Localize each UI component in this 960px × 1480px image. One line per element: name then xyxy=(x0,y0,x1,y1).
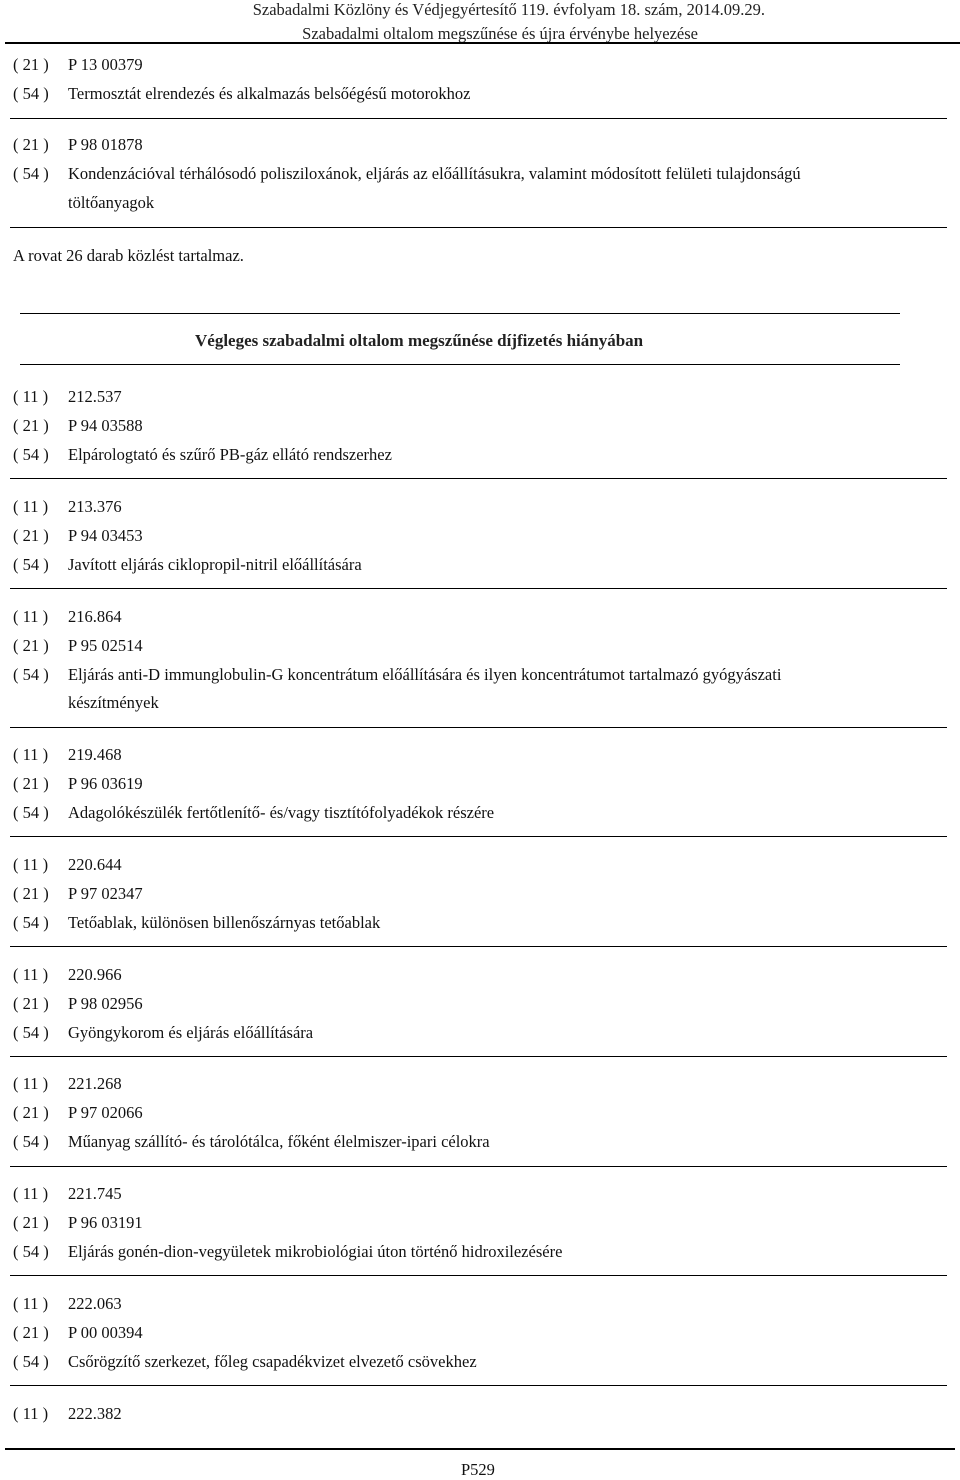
section-rule-bottom xyxy=(20,364,900,365)
entry-title-line: ( 54 ) Adagolókészülék fertőtlenítő- és/vagy tisztítófolyadékok részére xyxy=(13,803,495,822)
entry-title: Kondenzációval térhálósodó polisziloxánok, eljárás az előállításukra, valamint módosított felületi tulajdonságú xyxy=(68,164,801,183)
entry-app-line: ( 21 ) P 98 01878 xyxy=(13,135,143,154)
entry-number-line: ( 11 ) 213.376 xyxy=(13,497,122,516)
patent-number: 221.745 xyxy=(68,1184,122,1203)
application-number: P 00 00394 xyxy=(68,1323,143,1342)
entry-title-continuation: töltőanyagok xyxy=(68,193,155,212)
entry-app-line: ( 21 ) P 00 00394 xyxy=(13,1323,143,1342)
patent-number: 222.382 xyxy=(68,1404,122,1423)
entry-separator xyxy=(10,478,947,479)
entry-app-line: ( 21 ) P 96 03191 xyxy=(13,1213,143,1232)
entry-title-line: ( 54 ) Elpárologtató és szűrő PB-gáz ellátó rendszerhez xyxy=(13,445,392,464)
application-number: P 98 01878 xyxy=(68,135,143,154)
entry-app-line: ( 21 ) P 98 02956 xyxy=(13,994,143,1013)
entry-number-line: ( 11 ) 222.382 xyxy=(13,1404,122,1423)
entry-title-line: ( 54 ) Eljárás gonén-dion-vegyületek mikrobiológiai úton történő hidroxilezésére xyxy=(13,1242,563,1261)
entry-separator xyxy=(10,588,947,589)
application-number: P 98 02956 xyxy=(68,994,143,1013)
patent-number: 213.376 xyxy=(68,497,122,516)
application-number: P 94 03453 xyxy=(68,526,143,545)
entry-title-line: ( 54 ) Termosztát elrendezés és alkalmazás belsőégésű motorokhoz xyxy=(13,84,471,103)
entry-separator xyxy=(10,1385,947,1386)
entry-app-line: ( 21 ) P 95 02514 xyxy=(13,636,143,655)
section-title: Végleges szabadalmi oltalom megszűnése díjfizetés hiányában xyxy=(195,331,644,350)
entry-number-line: ( 11 ) 212.537 xyxy=(13,387,122,406)
section-header: Szabadalmi oltalom megszűnése és újra érvénybe helyezése xyxy=(302,24,698,43)
entry-title: Termosztát elrendezés és alkalmazás belsőégésű motorokhoz xyxy=(68,84,471,103)
entry-separator xyxy=(10,946,947,947)
entry-separator xyxy=(10,836,947,837)
entry-separator xyxy=(10,727,947,728)
patent-number: 221.268 xyxy=(68,1074,122,1093)
entry-title: Gyöngykorom és eljárás előállítására xyxy=(68,1023,314,1042)
entry-app-line: ( 21 ) P 96 03619 xyxy=(13,774,143,793)
entry-title: Javított eljárás ciklopropil-nitril előállítására xyxy=(68,555,362,574)
application-number: P 94 03588 xyxy=(68,416,143,435)
entry-title-line: ( 54 ) Eljárás anti-D immunglobulin-G koncentrátum előállítására és ilyen koncentrátumot tartalmazó gyógyászati xyxy=(13,665,782,684)
entry-title: Eljárás anti-D immunglobulin-G koncentrátum előállítására és ilyen koncentrátumot tartalmazó gyógyászati xyxy=(68,665,782,684)
entry-title-line: ( 54 ) Csőrögzítő szerkezet, főleg csapadékvizet elvezető csövekhez xyxy=(13,1352,477,1371)
page-number: P529 xyxy=(461,1460,495,1479)
entry-title: Tetőablak, különösen billenőszárnyas tetőablak xyxy=(68,913,381,932)
footer-rule xyxy=(5,1448,955,1450)
entry-title-continuation: készítmények xyxy=(68,693,159,712)
journal-header: Szabadalmi Közlöny és Védjegyértesítő 119. évfolyam 18. szám, 2014.09.29. xyxy=(252,0,765,19)
application-number: P 95 02514 xyxy=(68,636,143,655)
patent-number: 220.644 xyxy=(68,855,122,874)
entry-title-line: ( 54 ) Műanyag szállító- és tárolótálca, főként élelmiszer-ipari célokra xyxy=(13,1132,490,1151)
patent-number: 212.537 xyxy=(68,387,122,406)
entry-separator xyxy=(10,118,947,119)
entry-title-line: ( 54 ) Javított eljárás ciklopropil-nitril előállítására xyxy=(13,555,362,574)
section-summary: A rovat 26 darab közlést tartalmaz. xyxy=(13,246,244,265)
entry-separator xyxy=(10,227,947,228)
entry-title: Elpárologtató és szűrő PB-gáz ellátó rendszerhez xyxy=(68,445,392,464)
entry-separator xyxy=(10,1275,947,1276)
entry-app-line: ( 21 ) P 97 02347 xyxy=(13,884,143,903)
entry-app-line: ( 21 ) P 13 00379 xyxy=(13,55,143,74)
patent-number: 216.864 xyxy=(68,607,122,626)
entry-number-line: ( 11 ) 221.268 xyxy=(13,1074,122,1093)
entry-title: Műanyag szállító- és tárolótálca, főként élelmiszer-ipari célokra xyxy=(68,1132,490,1151)
entry-title: Csőrögzítő szerkezet, főleg csapadékvizet elvezető csövekhez xyxy=(68,1352,477,1371)
entry-title-line: ( 54 ) Tetőablak, különösen billenőszárnyas tetőablak xyxy=(13,913,381,932)
entry-title: Adagolókészülék fertőtlenítő- és/vagy tisztítófolyadékok részére xyxy=(68,803,495,822)
entry-separator xyxy=(10,1056,947,1057)
entry-number-line: ( 11 ) 221.745 xyxy=(13,1184,122,1203)
application-number: P 97 02347 xyxy=(68,884,143,903)
entry-app-line: ( 21 ) P 97 02066 xyxy=(13,1103,143,1122)
patent-number: 222.063 xyxy=(68,1294,122,1313)
application-number: P 96 03619 xyxy=(68,774,143,793)
application-number: P 13 00379 xyxy=(68,55,143,74)
entry-number-line: ( 11 ) 220.644 xyxy=(13,855,122,874)
application-number: P 97 02066 xyxy=(68,1103,143,1122)
entry-app-line: ( 21 ) P 94 03588 xyxy=(13,416,143,435)
entry-number-line: ( 11 ) 222.063 xyxy=(13,1294,122,1313)
header-rule xyxy=(5,42,960,44)
entry-number-line: ( 11 ) 216.864 xyxy=(13,607,122,626)
entry-app-line: ( 21 ) P 94 03453 xyxy=(13,526,143,545)
application-number: P 96 03191 xyxy=(68,1213,143,1232)
entry-title-line: ( 54 ) Gyöngykorom és eljárás előállítására xyxy=(13,1023,314,1042)
entry-separator xyxy=(10,1166,947,1167)
entry-number-line: ( 11 ) 219.468 xyxy=(13,745,122,764)
entry-title: Eljárás gonén-dion-vegyületek mikrobiológiai úton történő hidroxilezésére xyxy=(68,1242,563,1261)
entry-title-line: ( 54 ) Kondenzációval térhálósodó polisziloxánok, eljárás az előállításukra, valamint módosított felületi tulajdonságú xyxy=(13,164,801,183)
patent-number: 219.468 xyxy=(68,745,122,764)
patent-number: 220.966 xyxy=(68,965,122,984)
entry-number-line: ( 11 ) 220.966 xyxy=(13,965,122,984)
section-rule-top xyxy=(20,313,900,314)
